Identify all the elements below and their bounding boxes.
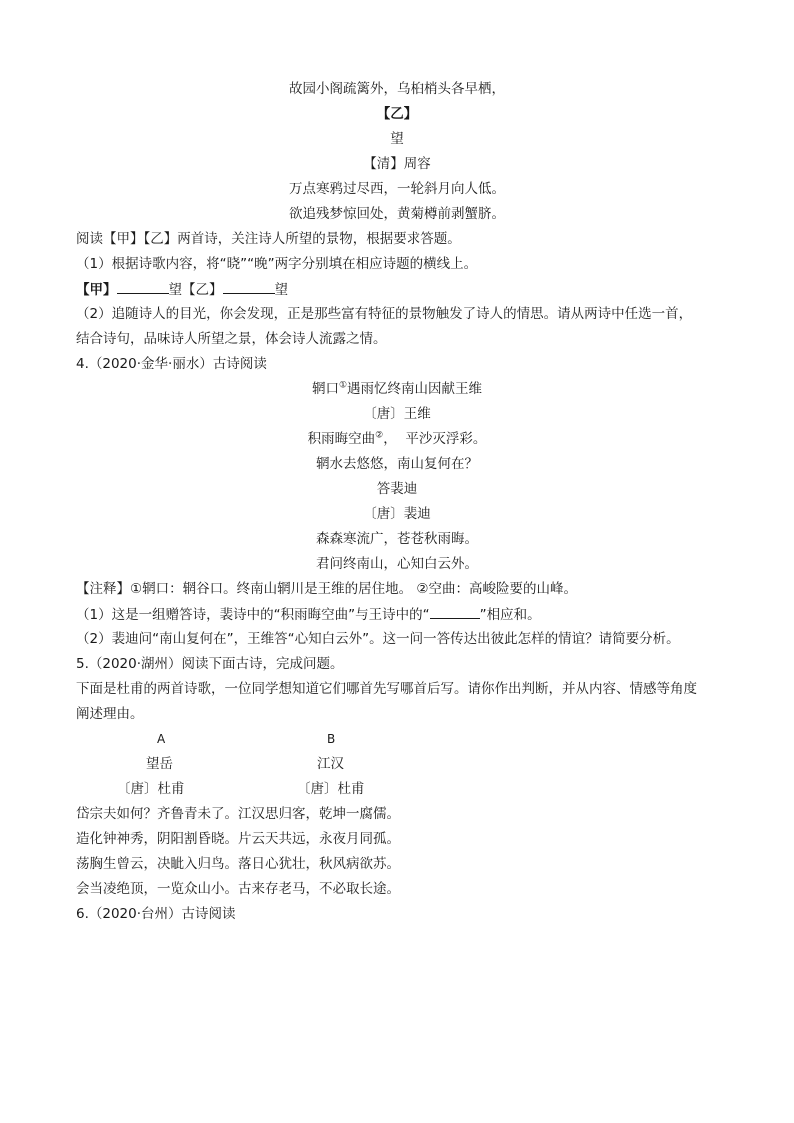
poem-b-title: 江汉 bbox=[317, 756, 344, 772]
answer-blank[interactable] bbox=[223, 279, 275, 294]
poem-a-title: 望岳 bbox=[146, 756, 173, 772]
jia-label: 【甲】 bbox=[76, 282, 117, 298]
q5-intro: 下面是杜甫的两首诗歌，一位同学想知道它们哪首先写哪首后写。请你作出判断，并从内容、情感等角度 bbox=[76, 681, 697, 697]
q5-poem-line: 造化钟神秀，阴阳割昏晓。片云天共远，永夜月同孤。 bbox=[76, 831, 400, 847]
q3-sub1-answer-line bbox=[76, 279, 288, 300]
q4-note: 【注释】①辋口：辋谷口。终南山辋川是王维的居住地。 ②空曲：高峻险要的山峰。 bbox=[76, 581, 577, 597]
poem-yi-line: 欲追残梦惊回处，黄菊樽前剥蟹脐。 bbox=[289, 206, 505, 222]
q4-sub1: （1）这是一组赠答诗，裴诗中的“积雨晦空曲”与王诗中的“ ”相应和。 bbox=[76, 604, 541, 625]
q5-header: 5.（2020·湖州）阅读下面古诗，完成问题。 bbox=[76, 656, 344, 672]
poem-yi-label: 【乙】 bbox=[376, 106, 418, 122]
answer-blank[interactable] bbox=[117, 279, 169, 294]
poem1-title: 辋口①遇雨忆终南山因献王维 bbox=[311, 380, 483, 397]
answer-blank[interactable] bbox=[430, 604, 480, 619]
poem-a-label: A bbox=[157, 732, 166, 746]
q5-intro: 阐述理由。 bbox=[76, 706, 144, 722]
poem2-line: 森森寒流广，苍苍秋雨晦。 bbox=[316, 531, 478, 547]
poem-b-author: 〔唐〕杜甫 bbox=[297, 781, 365, 797]
footnote-marker: ① bbox=[338, 380, 348, 391]
q4-header: 4.（2020·金华·丽水）古诗阅读 bbox=[76, 356, 267, 372]
poem-a-author: 〔唐〕杜甫 bbox=[117, 781, 185, 797]
poem-b-label: B bbox=[327, 732, 336, 746]
poem-yi-line: 万点寒鸦过尽西，一轮斜月向人低。 bbox=[289, 181, 505, 197]
poem2-line: 君问终南山，心知白云外。 bbox=[316, 556, 478, 572]
q3-sub1: （1）根据诗歌内容，将“晓”“晚”两字分别填在相应诗题的横线上。 bbox=[76, 256, 478, 272]
poem-yi-author: 【清】周容 bbox=[363, 156, 431, 172]
wang-yi-label: 望【乙】 bbox=[168, 282, 223, 298]
poem1-author: 〔唐〕王维 bbox=[363, 406, 431, 422]
wang-label: 望 bbox=[274, 282, 288, 298]
poem2-title: 答裴迪 bbox=[376, 481, 418, 497]
poem2-author: 〔唐〕裴迪 bbox=[363, 506, 431, 522]
q6-header: 6.（2020·台州）古诗阅读 bbox=[76, 906, 236, 922]
q4-sub2: （2）裴迪问“南山复何在”，王维答“心知白云外”。这一问一答传达出彼此怎样的情谊？请简要分析。 bbox=[76, 631, 680, 647]
q5-poem-line: 荡胸生曾云，决眦入归鸟。落日心犹壮，秋风病欲苏。 bbox=[76, 856, 400, 872]
poem-jia-line: 故园小阁疏篱外，乌桕梢头各早栖， bbox=[289, 81, 505, 97]
poem1-line: 辋水去悠悠，南山复何在？ bbox=[316, 456, 478, 472]
poem1-line: 积雨晦空曲②， 平沙灭浮彩。 bbox=[307, 430, 487, 447]
q5-poem-line: 岱宗夫如何？齐鲁青未了。江汉思归客，乾坤一腐儒。 bbox=[76, 806, 400, 822]
q3-intro: 阅读【甲】【乙】两首诗，关注诗人所望的景物，根据要求答题。 bbox=[76, 231, 461, 247]
poem-yi-title: 望 bbox=[390, 131, 404, 147]
q3-sub2: 结合诗句，品味诗人所望之景，体会诗人流露之情。 bbox=[76, 331, 387, 347]
q3-sub2: （2）追随诗人的目光，你会发现，正是那些富有特征的景物触发了诗人的情思。请从两诗中任选一首， bbox=[76, 306, 693, 322]
footnote-marker: ② bbox=[375, 430, 384, 441]
q5-poem-line: 会当凌绝顶，一览众山小。古来存老马，不必取长途。 bbox=[76, 881, 400, 897]
